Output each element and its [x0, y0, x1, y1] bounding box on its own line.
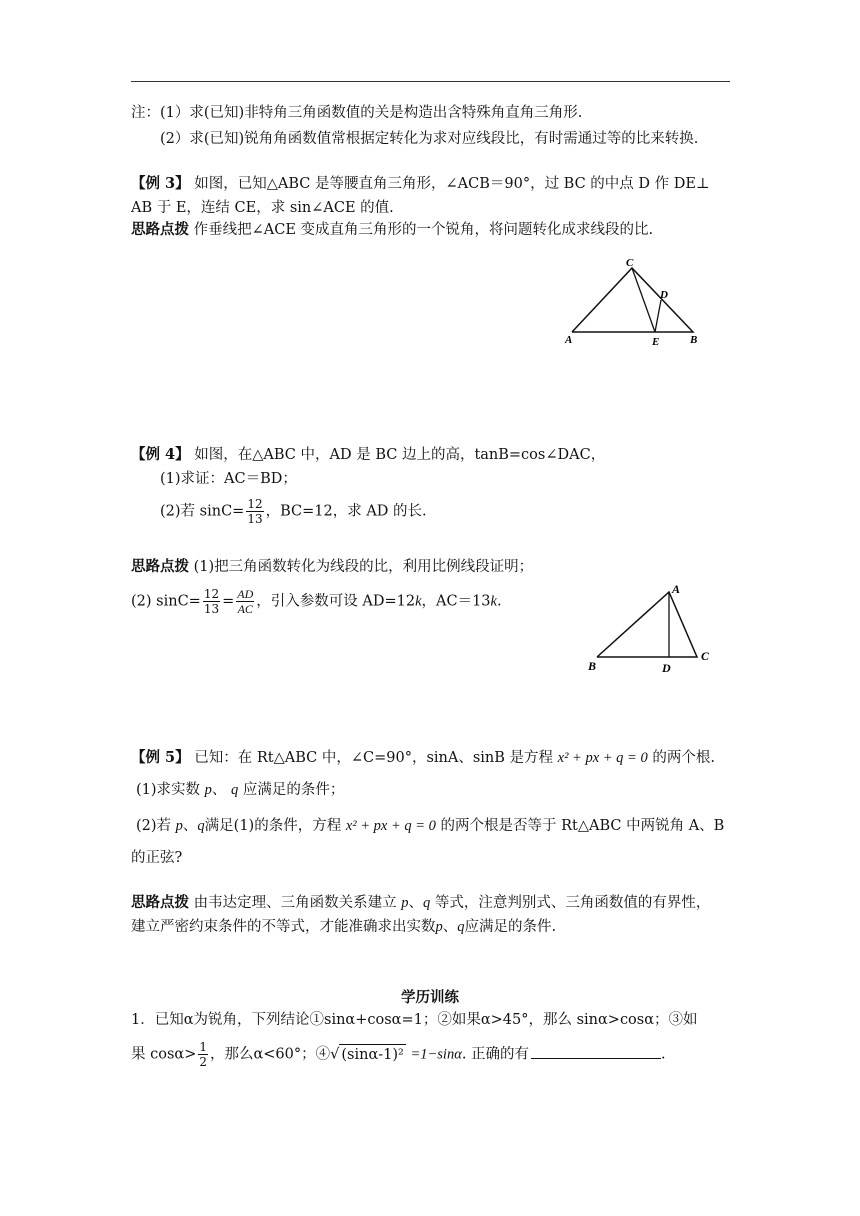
segment-ce — [632, 268, 655, 332]
example-5-line-4: 的正弦? — [131, 850, 183, 866]
example-5-q2-part-1: (2)若 — [136, 818, 172, 834]
fraction-1-2 — [198, 1040, 208, 1069]
question-1-end: . — [661, 1046, 666, 1063]
example-5-line-3 — [136, 816, 724, 836]
hint-label: 思路点拨 — [131, 558, 189, 575]
label-d: D — [662, 661, 671, 675]
var-q: q — [197, 818, 205, 834]
fraction-ad-ac — [236, 587, 254, 616]
hint-part-1: 由韦达定理、三角函数关系建立 — [189, 895, 397, 911]
example-4-line-1 — [131, 445, 605, 465]
example-4-hint — [131, 557, 533, 577]
example-5-q2-part-3: 的两个根是否等于 Rt△ABC 中两锐角 A、B — [440, 818, 725, 834]
hint-2-part-1: 建立严密约束条件的不等式，才能准确求出实数 — [131, 919, 436, 935]
hint-2-part-4: . — [496, 593, 502, 610]
question-1-line-1: 1．已知α为锐角，下列结论①sinα+cosα=1；②如果α>45°，那么 sinα>cosα；③如 — [131, 1012, 698, 1028]
label-e: E — [652, 336, 660, 348]
example-5-part-1: 已知：在 Rt△ABC 中，∠C=90°，sinA、sinB 是方程 — [189, 750, 554, 766]
label-d: D — [660, 289, 668, 301]
separator: 、 — [442, 919, 458, 935]
param-k: k — [490, 593, 497, 610]
example-5-line-2 — [136, 780, 344, 800]
sqrt-symbol: √ — [330, 1046, 340, 1063]
var-q: q — [231, 782, 239, 798]
example-5-q1-part-2: 应满足的条件； — [242, 782, 345, 798]
hint-text: 作垂线把∠ACE 变成直角三角形的一个锐角，将问题转化成求线段的比. — [189, 222, 654, 238]
example-3-line-1 — [131, 174, 710, 194]
hint-label: 思路点拨 — [131, 894, 189, 911]
equals-sign: = — [222, 593, 235, 610]
label-b: B — [690, 334, 698, 346]
equation: x² + px + q = 0 — [557, 750, 648, 766]
hint-2-part-2: 应满足的条件. — [464, 919, 557, 935]
equation-rhs: =1−sinα — [410, 1046, 462, 1063]
section-title: 学历训练 — [401, 989, 459, 1006]
var-p: p — [401, 895, 409, 911]
question-1-part-3: . 正确的有 — [461, 1046, 530, 1063]
fraction-12-13 — [246, 497, 263, 526]
note-line-1: 注：(1）求(已知)非特角三角函数值的关是构造出含特殊角直角三角形. — [131, 105, 583, 121]
example-4-part-1: (2)若 sinC= — [160, 503, 245, 520]
var-q: q — [422, 895, 431, 911]
separator: 、 — [211, 782, 227, 798]
segment-de — [655, 300, 661, 332]
example-5-line-1 — [131, 748, 715, 768]
example-3-hint — [131, 220, 653, 240]
separator: 、 — [182, 818, 198, 834]
hint-2-part-1: (2) sinC= — [131, 593, 201, 610]
example-3-figure — [560, 255, 710, 350]
fraction-denominator: 2 — [199, 1055, 207, 1069]
example-4-figure — [585, 577, 720, 677]
fraction-numerator: 1 — [199, 1040, 207, 1054]
hint-label: 思路点拨 — [131, 221, 189, 238]
example-5-label: 【例 5】 — [131, 749, 190, 766]
example-4-line-3 — [160, 497, 427, 526]
separator: 、 — [408, 895, 423, 911]
example-3-line-2: AB 于 E，连结 CE，求 sin∠ACE 的值. — [131, 200, 394, 216]
example-4-label: 【例 4】 — [131, 446, 190, 463]
triangle-abc — [597, 592, 697, 657]
var-p: p — [204, 782, 212, 798]
fraction-denominator: 13 — [247, 512, 263, 526]
label-b: B — [588, 659, 597, 673]
fraction-12-13-b — [203, 587, 220, 616]
example-4-part-2: ，BC=12，求 AD 的长. — [265, 503, 427, 520]
example-4-line-2: (1)求证：AC＝BD； — [160, 471, 297, 487]
question-1-part-1: 果 cosα> — [131, 1046, 197, 1063]
answer-blank[interactable] — [531, 1044, 661, 1059]
example-5-part-2: 的两个根. — [652, 750, 715, 766]
example-3-label: 【例 3】 — [131, 175, 190, 192]
example-5-hint-2 — [131, 917, 556, 937]
example-4-hint-2 — [131, 587, 502, 616]
example-5-q2-part-2: 满足(1)的条件，方程 — [204, 818, 342, 834]
fraction-numerator: 12 — [247, 497, 263, 511]
header-rule — [131, 81, 730, 82]
label-a: A — [565, 334, 573, 346]
note-line-2: (2）求(已知)锐角角函数值常根据定转化为求对应线段比，有时需通过等的比来转换. — [160, 131, 699, 147]
fraction-numerator: 12 — [203, 587, 220, 601]
fraction-denominator: AC — [237, 602, 253, 616]
equation: x² + px + q = 0 — [345, 818, 436, 834]
hint-part-2: 等式，注意判别式、三角函数值的有界性， — [434, 895, 711, 911]
var-q: q — [457, 919, 465, 935]
hint-2-part-2: ，引入参数可设 AD=12 — [256, 593, 416, 610]
fraction-denominator: 13 — [203, 602, 220, 616]
example-5-q1-part-1: (1)求实数 — [136, 782, 201, 798]
question-1-line-2 — [131, 1040, 666, 1069]
var-p: p — [175, 818, 183, 834]
var-p: p — [435, 919, 443, 935]
example-3-text-1: 如图，已知△ABC 是等腰直角三角形，∠ACB＝90°，过 BC 的中点 D 作 DE⊥ — [189, 176, 710, 192]
question-1-part-2: ，那么α<60°；④ — [209, 1046, 331, 1063]
label-c: C — [701, 649, 710, 663]
triangle-abc — [572, 268, 693, 332]
label-a: A — [672, 582, 681, 596]
example-5-hint — [131, 893, 710, 913]
hint-text: (1)把三角函数转化为线段的比，利用比例线段证明； — [189, 559, 534, 575]
sqrt-radicand: (sinα-1)² — [339, 1044, 405, 1065]
hint-2-part-3: ，AC＝13 — [421, 593, 491, 610]
example-4-text-1: 如图，在△ABC 中，AD 是 BC 边上的高，tanB=cos∠DAC， — [189, 447, 606, 463]
fraction-numerator: AD — [237, 587, 254, 601]
label-c: C — [626, 257, 634, 269]
param-k: k — [415, 593, 422, 610]
